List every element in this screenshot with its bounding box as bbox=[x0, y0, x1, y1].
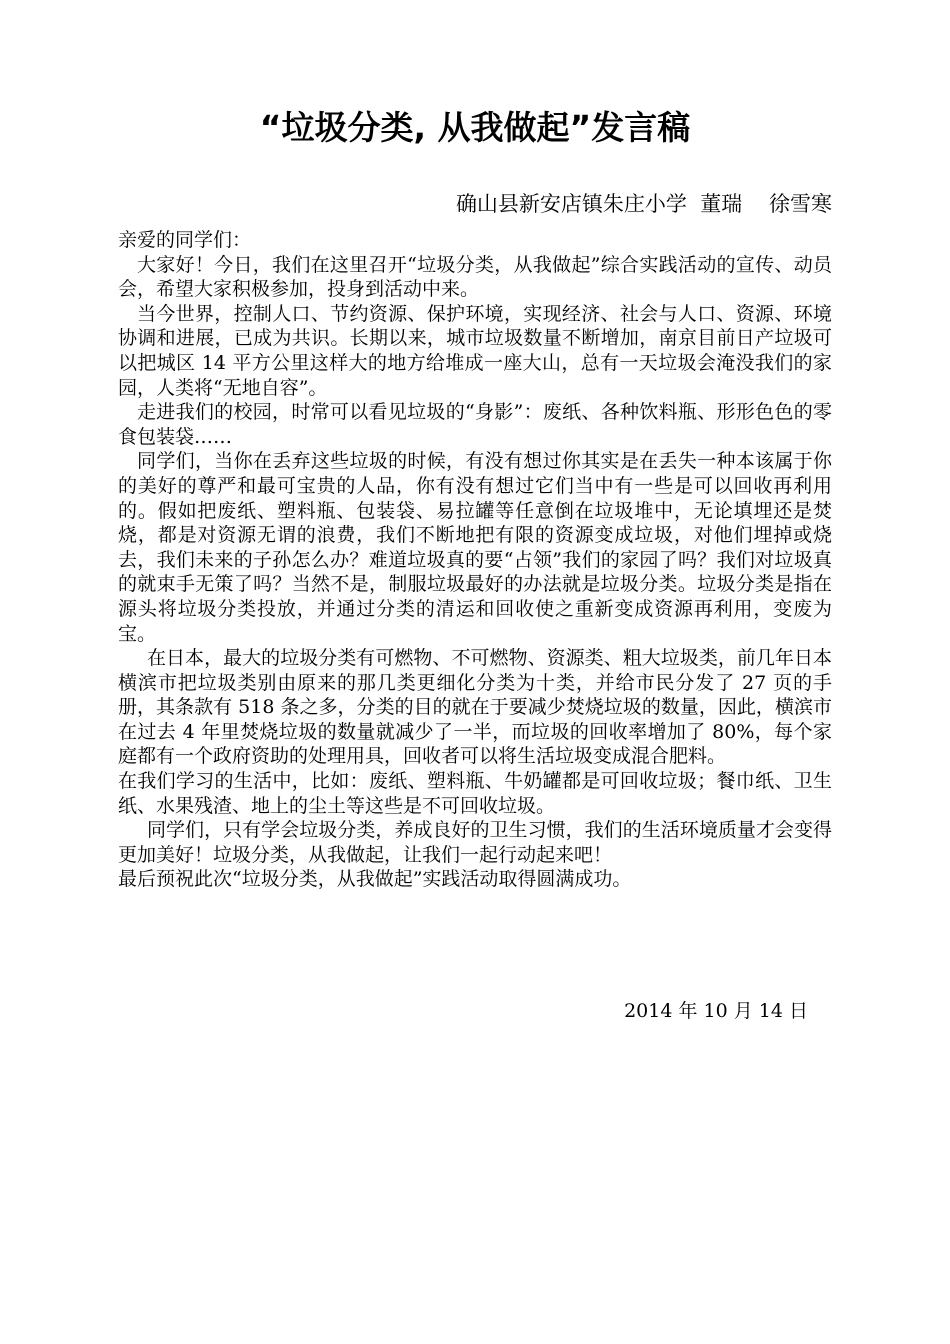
author-line: 确山县新安店镇朱庄小学 董瑞 徐雪寒 bbox=[455, 192, 832, 216]
speech-body bbox=[118, 228, 832, 892]
document-date: 2014 年 10 月 14 日 bbox=[624, 1000, 808, 1022]
salutation: 亲爱的同学们： bbox=[118, 229, 252, 251]
paragraph-greeting: 大家好！今日，我们在这里召开“垃圾分类，从我做起”综合实践活动的宣传、动员会，希望大家积极参加，投身到活动中来。 bbox=[118, 253, 832, 301]
paragraph-closing: 最后预祝此次“垃圾分类，从我做起”实践活动取得圆满成功。 bbox=[118, 868, 632, 891]
paragraph-reflection: 同学们，当你在丢弃这些垃圾的时候，有没有想过你其实是在丢失一种本该属于你的美好的尊严和最可宝贵的人品，你有没有想过它们当中有一些是可以回收再利用的。假如把废纸、塑料瓶、包装袋、易拉罐等任意倒在垃圾堆中，无论填埋还是焚烧，都是对资源无谓的浪费，我们不断地把有限的资源变成垃圾，对他们埋掉或烧去，我们未来的子孙怎么办？难道垃圾真的要“占领”我们的家园了吗？我们对垃圾真的就束手无策了吗？当然不是，制服垃圾最好的办法就是垃圾分类。垃圾分类是指在源头将垃圾分类投放，并通过分类的清运和回收使之重新变成资源再利用，变废为宝。 bbox=[118, 450, 832, 645]
paragraph-campus: 走进我们的校园，时常可以看见垃圾的“身影”：废纸、各种饮料瓶、形形色色的零食包装袋…… bbox=[118, 401, 832, 448]
paragraph-japan: 在日本，最大的垃圾分类有可燃物、不可燃物、资源类、粗大垃圾类，前几年日本横滨市把垃圾类别由原来的那几类更细化分类为十类，并给市民分发了 27 页的手册，其条款有 518 条之多，分类的目的就在于要减少焚烧垃圾的数量，因此，横滨市在过去 4 年里焚烧垃圾的数量就减少了一半，而垃圾的回收率增加了 80%，每个家庭都有一个政府资助的处理用具，回收者可以将生活垃圾变成混合肥料。 bbox=[118, 647, 832, 768]
paragraph-call-to-action: 同学们，只有学会垃圾分类，养成良好的卫生习惯，我们的生活环境质量才会变得更加美好！垃圾分类，从我做起，让我们一起行动起来吧！ bbox=[118, 819, 832, 866]
document-title: “垃圾分类, 从我做起”发言稿 bbox=[259, 108, 691, 147]
paragraph-world-context: 当今世界，控制人口、节约资源、保护环境，实现经济、社会与人口、资源、环境协调和进展，已成为共识。长期以来，城市垃圾数量不断增加，南京目前日产垃圾可以把城区 14 平方公里这样大的地方给堆成一座大山，总有一天垃圾会淹没我们的家园，人类将“无地自容”。 bbox=[118, 302, 832, 399]
paragraph-examples: 在我们学习的生活中，比如：废纸、塑料瓶、牛奶罐都是可回收垃圾；餐巾纸、卫生纸、水果残渣、地上的尘土等这些是不可回收垃圾。 bbox=[118, 770, 832, 817]
